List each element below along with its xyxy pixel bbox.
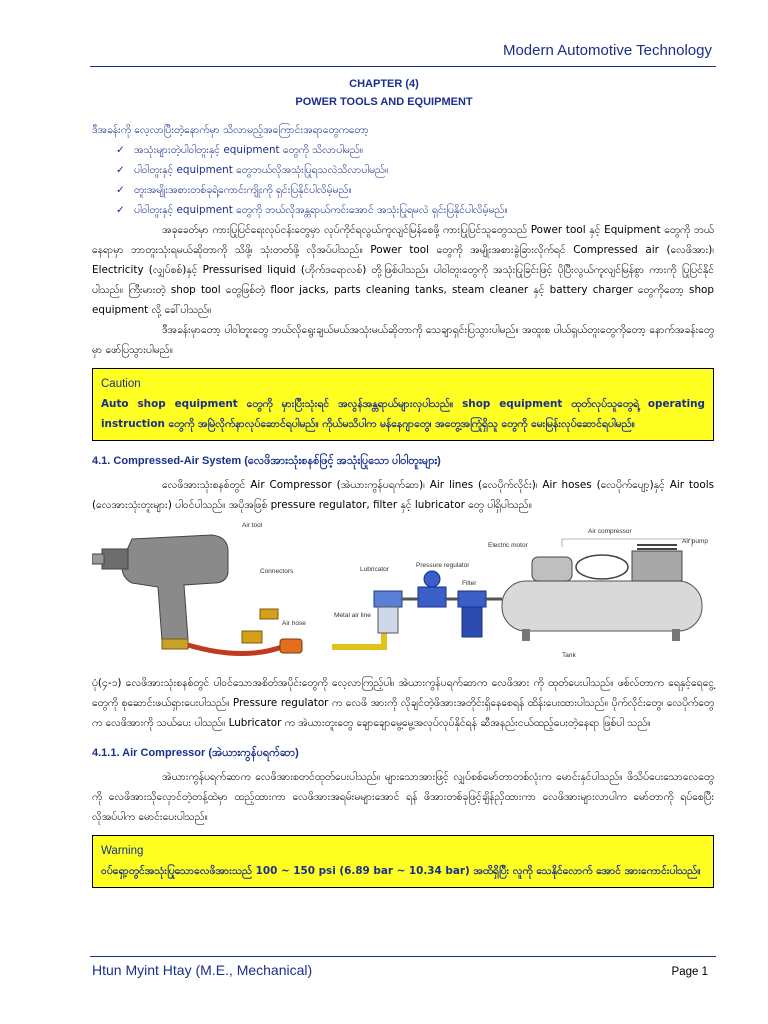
- label-filter: Filter: [462, 580, 477, 587]
- body-paragraph: လေဖိအားသုံးစနစ်တွင် Air Compressor (အဲယားကွန်ပရက်ဆာ)၊ Air lines (လေပိုက်လိုင်း)၊ Air hoses (လေပိုက်ပျော့)နှင့် Air tools (လေအားသုံးတူးများ) ပါဝင်ပါသည်။ အပိုအဖြစ် pressure regulator, filter နှင့် lubricator တွေ ပါရှိပါသည်။: [92, 479, 714, 511]
- label-connectors: Connectors: [260, 568, 294, 575]
- objectives-list: [116, 140, 714, 220]
- air-pump: [632, 551, 682, 581]
- filter-bowl: [462, 607, 482, 637]
- label-electric-motor: Electric motor: [488, 542, 528, 549]
- warning-box: [92, 835, 714, 888]
- air-tool-nose: [102, 549, 128, 569]
- tank-leg: [522, 629, 530, 641]
- author: Htun Myint Htay (M.E., Mechanical): [92, 962, 313, 978]
- book-title: Modern Automotive Technology: [502, 42, 712, 59]
- page-content: [92, 120, 714, 898]
- label-air-tool: Air tool: [242, 522, 263, 529]
- compressed-air-system-figure: [92, 521, 714, 667]
- figure-description: ပုံ(၄-၁) လေဖိအားသုံးစနစ်တွင် ပါဝင်သောအစိတ်အပိုင်းတွေကို လေ့လာကြည့်ပါ။ အဲယားကွန်ပရက်ဆာက လေဖိအား ကို ထုတ်ပေးပါသည်။ ဖစ်လ်တာက ရေနှင့်ရေငွေ့တွေကို စုဆောင်းဖယ်ရှားပေးပါသည်။ Pressure regulator က လေဖိ အားကို လိုချင်တဲ့ဖိအားအတိုင်းရှိနေစေရန် ထိန်းပေးထားပါသည်။ ပိုက်လိုင်းတွေ၊ လေပိုက်တွေက လေဖိအားကို သယ်ပေး ပါသည်။ Lubricator က အဲယားတူးတွေ ချောချောမွေ့မွေ့အလုပ်လုပ်နိုင်ရန် ဆီအနည်းငယ်ထည့်ပေးတဲ့နေရာ ဖြစ်ပါ သည်။: [92, 677, 714, 729]
- label-air-pump: Air pump: [682, 538, 709, 545]
- body-paragraph: အဲယားကွန်ပရက်ဆာက လေဖိအားစတင်ထုတ်ပေးပါသည်။ များသောအားဖြင့် လျှပ်စစ်မော်တာတစ်လုံးက မောင်းနှင်ပါသည်။ ဖိသိပ်ပေးသောလေတွေကို လေဖိအားသိုလှောင်တဲ့တန့်ထဲမှာ ထည့်ထားကာ လေဖိအားအရမ်းမများအောင် ရန် ဖိအားတစ်ခုဖြင့်ချိန်ညှိထားကာ လေဖိအားများလာပါက မော်တာကို ရပ်စေပြီး လိုအပ်ပါက မောင်းပေးပါသည်။: [92, 771, 714, 823]
- checkmark-icon: ✓: [116, 204, 125, 216]
- objective-item: ✓ အသုံးများတဲ့ပါဝါတူးနှင့် equipment တွေကို သိလာပါမည်။: [116, 140, 714, 160]
- caution-title: Caution: [101, 378, 141, 390]
- air-tool-fitting: [162, 639, 188, 649]
- label-air-hose: Air hose: [282, 620, 306, 627]
- objective-item: ✓ ပါဝါတူးနှင့် equipment တွေဘယ်လိုအသုံးပြုရသလဲသိလာပါမည်။: [116, 160, 714, 180]
- objective-item: ✓ ပါဝါတူးနှင့် equipment တွေကို ဘယ်လိုအန္တရာယ်ကင်းအောင် အသုံးပြုရမလဲ ရှင်းပြနိုင်ပါလိမ့်မည်။: [116, 200, 714, 220]
- checkmark-icon: ✓: [116, 144, 125, 156]
- connector: [260, 609, 278, 619]
- body-paragraph: ဒီအခန်းမှာတော့ ပါဝါတူးတွေ ဘယ်လိုရွေးချယ်မယ်အသုံးမယ်ဆိုတာကို သေချာရှင်းပြသွားပါမည်။ အထူးစ ပါယ်ရှယ်တူးတွေကိုတော့ နောက်အခန်းတွေမှာ ဖော်ပြသွားပါမည်။: [92, 324, 714, 356]
- air-hose: [188, 645, 282, 654]
- warning-text: ဝပ်ရှော့တွင်အသုံးပြုသောလေဖိအားသည် 100 ~ 150 psi (6.89 bar ~ 10.34 bar) အထိရှိပြီး လူကို သေနိုင်လောက် အောင် အားကောင်းပါသည်။: [101, 865, 701, 877]
- label-pressure-regulator: Pressure regulator: [416, 562, 470, 569]
- hose-coupler: [280, 639, 302, 653]
- air-tool-anvil: [92, 554, 104, 564]
- caution-text: Auto shop equipment တွေကို မှားပြီးသုံးရင် အလွန်အန္တရာယ်များလှပါသည်။ shop equipment ထုတ်လုပ်သူတွေရဲ့ operating instruction တွေကို အမြဲလိုက်နာလုပ်ဆောင်ရပါမည်။ ကိုယ်မသိပါက မန်နေဂျာတွေ၊ အတွေ့အကြုံရှိသူ တွေကို မေးမြန်းလုပ်ဆောင်ရပါမည်။: [101, 398, 705, 430]
- tank-leg: [672, 629, 680, 641]
- drive-belt: [576, 555, 628, 579]
- label-tank: Tank: [562, 652, 576, 659]
- connector: [242, 631, 262, 643]
- compressor-tank: [502, 581, 702, 631]
- lubricator-bowl: [378, 607, 398, 633]
- filter-head: [458, 591, 486, 607]
- checkmark-icon: ✓: [116, 164, 125, 176]
- objective-item: ✓ တူးအမျိုးအစားတစ်ခုရဲ့ကောင်းကျိုးကို ရှင်းပြနိုင်ပါလိမ့်မည်။: [116, 180, 714, 200]
- caution-box: [92, 368, 714, 441]
- footer-divider: [90, 956, 716, 957]
- label-lubricator: Lubricator: [360, 566, 389, 573]
- subsection-heading: 4.1.1. Air Compressor (အဲယားကွန်ပရက်ဆာ): [92, 747, 299, 759]
- regulator-head: [418, 587, 446, 607]
- label-air-compressor: Air compressor: [588, 528, 632, 535]
- warning-title: Warning: [101, 845, 144, 857]
- lubricator-head: [374, 591, 402, 607]
- chapter-number: CHAPTER (4): [349, 78, 419, 90]
- checkmark-icon: ✓: [116, 184, 125, 196]
- compressed-air-diagram: [92, 521, 714, 667]
- body-paragraph: အခုခေတ်မှာ ကားပြုပြင်ရေးလုပ်ငန်းတွေမှာ လုပ်ကိုင်ရလွယ်ကူလျင်မြန်စေဖို့ ကားပြုပြင်သူတွေသည် Power tool နှင့် Equipment တွေကို ဘယ်နေရာမှာ ဘာတူးသုံးရမယ်ဆိုတာကို သိဖို့၊ သုံးတတ်ဖို့ လိုအပ်ပါသည်။ Power tool တွေကို အမျိုးအစားခွဲခြားလိုက်ရင် Compressed air (လေဖိအား)၊ Electricity (လျှပ်စစ်)နှင့် Pressurised liquid (ဟိုက်ဒရောလစ်) တို့ဖြစ်ပါသည်။ ပါဝါတူးတွေကို အသုံးပြုခြင်းဖြင့် ပိုပြီးလွယ်ကူလျင်မြန်စွာ ကားကို ပြုပြင်နိုင်ပါသည်။ ကြီးမားတဲ့ shop tool တွေဖြစ်တဲ့ floor jacks, parts cleaning tanks, steam cleaner နှင့် battery charger တွေကိုတော့ shop equipment လို့ ခေါ်ပါသည်။: [92, 224, 714, 316]
- electric-motor: [532, 557, 572, 581]
- regulator-gauge: [424, 571, 440, 587]
- intro-text: ဒီအခန်းကို လေ့လာပြီးတဲ့နောက်မှာ သိလာမည့်အကြောင်းအရာတွေကတော့: [92, 124, 369, 136]
- section-heading: 4.1. Compressed-Air System (လေဖိအားသုံးစနစ်ဖြင့် အသုံးပြုသော ပါဝါတူးများ): [92, 455, 441, 467]
- air-tool-body: [122, 535, 228, 641]
- page-number: Page 1: [671, 966, 708, 978]
- metal-air-line: [332, 621, 384, 647]
- chapter-title: POWER TOOLS AND EQUIPMENT: [295, 96, 473, 108]
- header-divider: [90, 66, 716, 67]
- label-metal-air-line: Metal air line: [334, 612, 371, 619]
